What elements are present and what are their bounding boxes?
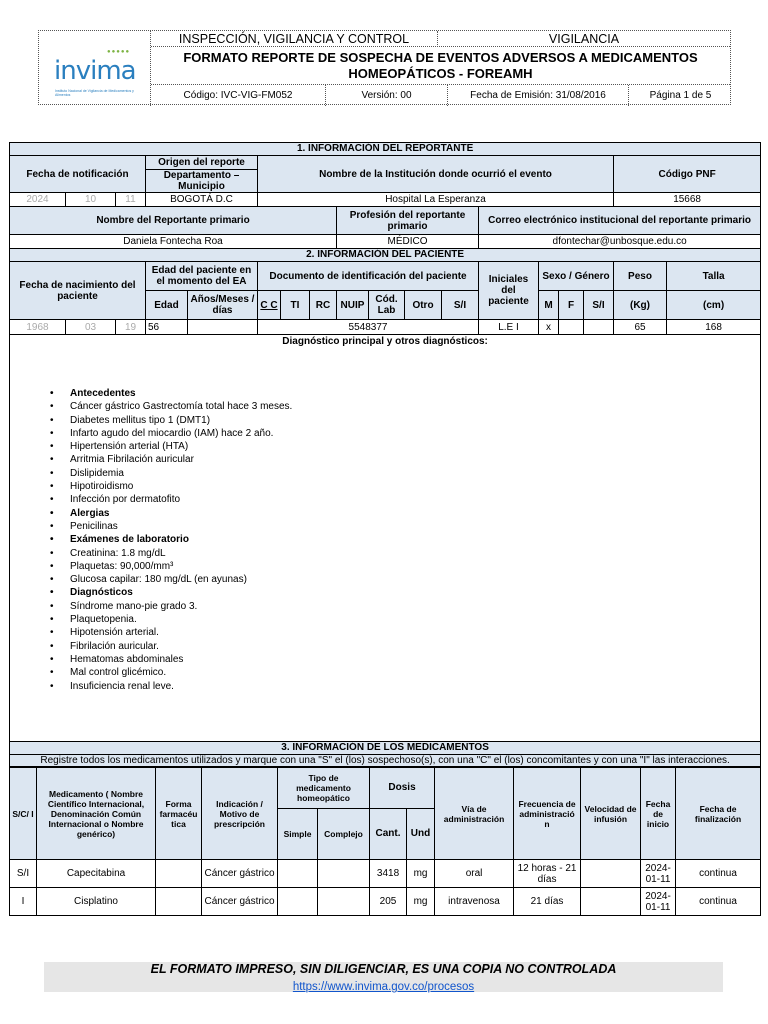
document-header xyxy=(38,30,731,105)
doc-number: 5548377 xyxy=(258,320,479,335)
sex-f-value xyxy=(559,320,584,335)
med-start-date: 2024-01-11 xyxy=(641,860,676,888)
med-simple xyxy=(278,888,318,916)
sex-si-value xyxy=(584,320,614,335)
sex-m-value: x xyxy=(539,320,559,335)
section-2-title: 2. INFORMACIÓN DEL PACIENTE xyxy=(10,249,761,262)
diagnosis-item: • Hipotensión arterial. xyxy=(50,626,760,639)
header-process: VIGILANCIA xyxy=(548,32,620,46)
weight-unit: (Kg) xyxy=(614,291,667,320)
sex-f-label: F xyxy=(559,291,584,320)
birth-year: 1968 xyxy=(10,320,66,335)
col-simple: Simple xyxy=(278,809,318,860)
med-name: Capecitabina xyxy=(37,860,156,888)
sex-si-label: S/I xyxy=(584,291,614,320)
diagnosis-item: • Plaquetas: 90,000/mm³ xyxy=(50,560,760,573)
col-frecuencia: Frecuencia de administració n xyxy=(514,768,581,860)
col-sci: S/C/ I xyxy=(10,768,37,860)
med-frequency: 12 horas - 21 días xyxy=(514,860,581,888)
med-infusion-rate xyxy=(581,888,641,916)
age-unit-label: Años/Meses / días xyxy=(188,291,258,320)
section-1-title: 1. INFORMACIÓN DEL REPORTANTE xyxy=(10,143,761,156)
weight-label: Peso xyxy=(614,262,667,291)
med-name: Cisplatino xyxy=(37,888,156,916)
diagnosis-item: • Alergias xyxy=(50,507,760,520)
diagnosis-item: • Hematomas abdominales xyxy=(50,653,760,666)
doc-codlab-label: Cód. Lab xyxy=(369,291,405,320)
sex-m-label: M xyxy=(539,291,559,320)
footer-link[interactable]: https://www.invima.gov.co/procesos xyxy=(292,981,475,993)
doc-cc-label: C C xyxy=(258,291,281,320)
logo-tagline: Instituto Nacional de Vigilancia de Medicamentos y Alimentos xyxy=(55,89,134,97)
age-sub-label: Edad xyxy=(146,291,188,320)
document-code: Código: IVC-VIG-FM052 xyxy=(151,85,326,106)
med-simple xyxy=(278,860,318,888)
document-page: Página 1 de 5 xyxy=(649,90,712,101)
col-medicamento: Medicamento ( Nombre Científico Internacional, Denominación Común Internacional o Nombre genérico) xyxy=(37,768,156,860)
header-area: INSPECCIÓN, VIGILANCIA Y CONTROL xyxy=(151,31,438,47)
diagnosis-item: • Arritmia Fibrilación auricular xyxy=(50,453,760,466)
institution-label: Nombre de la Institución donde ocurrió el evento xyxy=(258,156,614,193)
col-dosis: Dosis xyxy=(370,768,435,809)
doc-si-label: S/I xyxy=(442,291,479,320)
footer-text: EL FORMATO IMPRESO, SIN DILIGENCIAR, ES UNA COPIA NO CONTROLADA xyxy=(150,962,617,976)
reporter-email-label: Correo electrónico institucional del reportante primario xyxy=(479,207,761,235)
col-und: Und xyxy=(407,809,435,860)
med-unit: mg xyxy=(407,888,435,916)
birth-date-label: Fecha de nacimiento del paciente xyxy=(10,262,146,320)
document-version: Versión: 00 xyxy=(326,85,448,106)
notification-date-label: Fecha de notificación xyxy=(10,156,146,193)
diagnosis-item: • Creatinina: 1.8 mg/dL xyxy=(50,547,760,560)
col-forma: Forma farmacéu tica xyxy=(156,768,202,860)
dept-label: Departamento – Municipio xyxy=(146,170,258,193)
diagnosis-item: • Hipertensión arterial (HTA) xyxy=(50,440,760,453)
diagnosis-item: • Mal control glicémico. xyxy=(50,666,760,679)
logo-dots-icon: ●●●●● xyxy=(107,49,131,55)
diagnosis-item: • Dislipidemia xyxy=(50,467,760,480)
col-cant: Cant. xyxy=(370,809,407,860)
doc-label: Documento de identificación del paciente xyxy=(258,262,479,291)
section-3-title: 3. INFORMACIÓN DE LOS MEDICAMENTOS xyxy=(10,742,761,755)
height-label: Talla xyxy=(667,262,761,291)
col-velocidad: Velocidad de infusión xyxy=(581,768,641,860)
diagnosis-item: • Insuficiencia renal leve. xyxy=(50,680,760,693)
dept-value: BOGOTÁ D.C xyxy=(146,193,258,207)
med-start-date: 2024-01-11 xyxy=(641,888,676,916)
doc-rc-label: RC xyxy=(310,291,337,320)
diagnosis-item: • Penicilinas xyxy=(50,520,760,533)
med-unit: mg xyxy=(407,860,435,888)
diagnosis-item: • Glucosa capilar: 180 mg/dL (en ayunas) xyxy=(50,573,760,586)
med-complex xyxy=(318,888,370,916)
document-emission-date: Fecha de Emisión: 31/08/2016 xyxy=(448,85,629,106)
med-end-date: continua xyxy=(676,860,761,888)
col-complejo: Complejo xyxy=(318,809,370,860)
doc-otro-label: Otro xyxy=(405,291,442,320)
med-frequency: 21 días xyxy=(514,888,581,916)
med-indication: Cáncer gástrico xyxy=(202,888,278,916)
diagnosis-item: • Antecedentes xyxy=(50,387,760,400)
reporter-profession: MÉDICO xyxy=(337,235,479,249)
height-unit: (cm) xyxy=(667,291,761,320)
notif-year: 2024 xyxy=(10,193,66,207)
reporter-profession-label: Profesión del reportante primario xyxy=(337,207,479,235)
med-sci: S/I xyxy=(10,860,37,888)
birth-month: 03 xyxy=(66,320,116,335)
diagnosis-item: • Cáncer gástrico Gastrectomía total hace 3 meses. xyxy=(50,400,760,413)
med-form xyxy=(156,888,202,916)
logo-wordmark: invima xyxy=(54,56,136,86)
institution-value: Hospital La Esperanza xyxy=(258,193,614,207)
diagnosis-item: • Síndrome mano-pie grado 3. xyxy=(50,600,760,613)
reporter-email: dfontechar@unbosque.edu.co xyxy=(479,235,761,249)
report-form-table xyxy=(9,142,761,767)
pnf-label: Código PNF xyxy=(614,156,761,193)
medication-row xyxy=(10,888,761,916)
invima-logo xyxy=(39,31,151,106)
age-label: Edad del paciente en el momento del EA xyxy=(146,262,258,291)
initials-value: L.E I xyxy=(479,320,539,335)
med-form xyxy=(156,860,202,888)
birth-day: 19 xyxy=(116,320,146,335)
age-unit-value xyxy=(188,320,258,335)
med-route: intravenosa xyxy=(435,888,514,916)
diagnosis-list xyxy=(50,387,760,693)
diagnosis-item: • Infarto agudo del miocardio (IAM) hace 2 año. xyxy=(50,427,760,440)
med-indication: Cáncer gástrico xyxy=(202,860,278,888)
diagnosis-title: Diagnóstico principal y otros diagnósticos: xyxy=(282,336,488,347)
med-sci: I xyxy=(10,888,37,916)
footer-notice xyxy=(44,962,723,992)
medication-row xyxy=(10,860,761,888)
med-quantity: 205 xyxy=(370,888,407,916)
med-end-date: continua xyxy=(676,888,761,916)
diagnosis-box xyxy=(10,335,761,742)
diagnosis-item: • Hipotiroidismo xyxy=(50,480,760,493)
col-indicacion: Indicación / Motivo de prescripción xyxy=(202,768,278,860)
col-fecha-fin: Fecha de finalización xyxy=(676,768,761,860)
weight-value: 65 xyxy=(614,320,667,335)
doc-ti-label: TI xyxy=(281,291,310,320)
doc-nuip-label: NUIP xyxy=(337,291,369,320)
diagnosis-item: • Infección por dermatofito xyxy=(50,493,760,506)
med-route: oral xyxy=(435,860,514,888)
med-infusion-rate xyxy=(581,860,641,888)
age-value: 56 xyxy=(146,320,188,335)
med-complex xyxy=(318,860,370,888)
diagnosis-item: • Diagnósticos xyxy=(50,586,760,599)
meds-instruction: Registre todos los medicamentos utilizados y marque con una "S" el (los) sospechoso(s), con una "C" el (los) concomitantes y con una "I" las interacciones. xyxy=(10,755,761,767)
notif-day: 11 xyxy=(116,193,146,207)
medications-table xyxy=(9,767,761,916)
document-title: FORMATO REPORTE DE SOSPECHA DE EVENTOS ADVERSOS A MEDICAMENTOS HOMEOPÁTICOS - FOREAMH xyxy=(151,47,730,85)
notif-month: 10 xyxy=(66,193,116,207)
sex-label: Sexo / Género xyxy=(539,262,614,291)
reporter-name: Daniela Fontecha Roa xyxy=(10,235,337,249)
col-tipo: Tipo de medicamento homeopático xyxy=(278,768,370,809)
pnf-value: 15668 xyxy=(614,193,761,207)
med-quantity: 3418 xyxy=(370,860,407,888)
diagnosis-item: • Plaquetopenia. xyxy=(50,613,760,626)
diagnosis-item: • Diabetes mellitus tipo 1 (DMT1) xyxy=(50,414,760,427)
col-via: Vía de administración xyxy=(435,768,514,860)
col-fecha-inicio: Fecha de inicio xyxy=(641,768,676,860)
diagnosis-item: • Exámenes de laboratorio xyxy=(50,533,760,546)
initials-label: Iniciales del paciente xyxy=(479,262,539,320)
reporter-name-label: Nombre del Reportante primario xyxy=(10,207,337,235)
origin-label: Origen del reporte xyxy=(146,156,258,170)
diagnosis-item: • Fibrilación auricular. xyxy=(50,640,760,653)
height-value: 168 xyxy=(667,320,761,335)
